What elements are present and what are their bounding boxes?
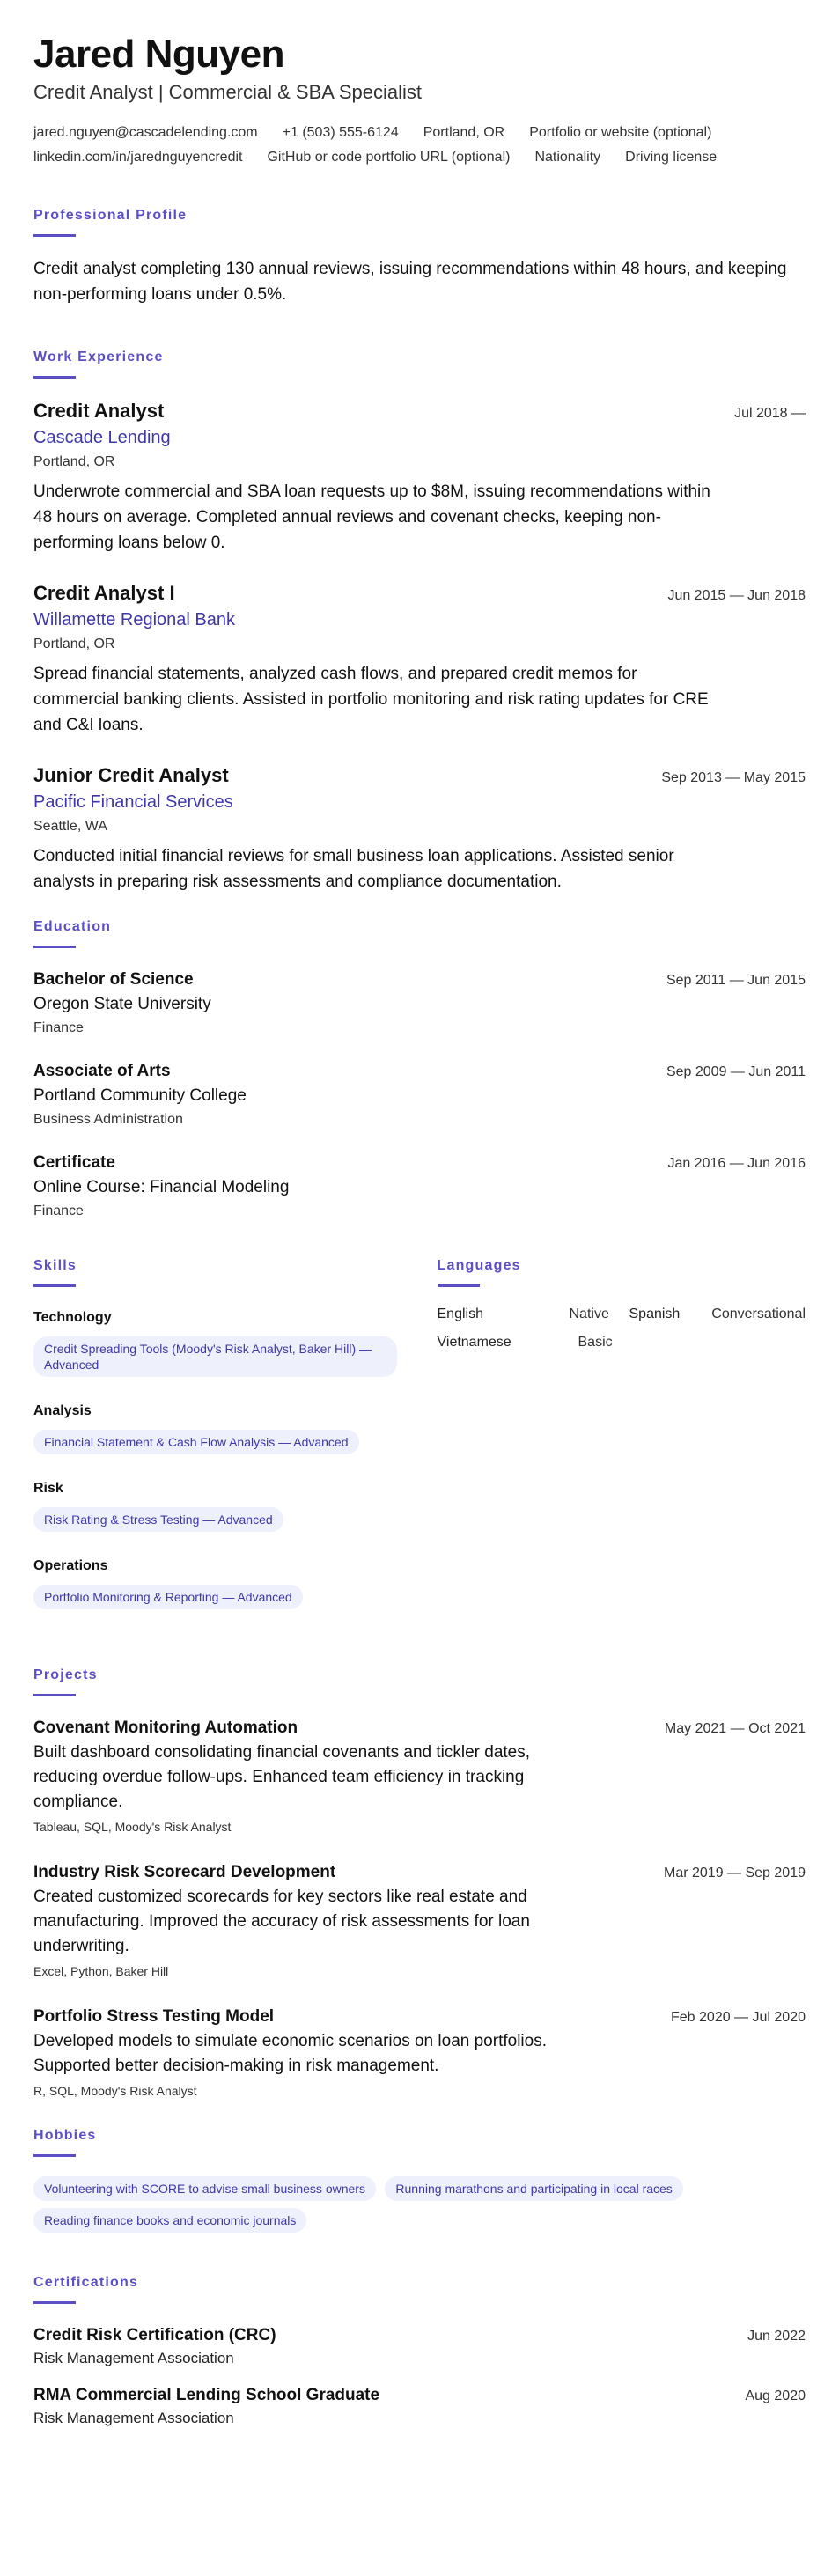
company-name: Willamette Regional Bank (33, 610, 235, 629)
job-description: Underwrote commercial and SBA loan requests up to $8M, issuing recommendations within 48 hours on average. Completed annual reviews and covenant checks, keeping non-performing loans below 0. (33, 482, 710, 552)
projects-section (33, 1667, 806, 2101)
job-dates: Jul 2018 — (734, 406, 806, 421)
candidate-headline: Credit Analyst | Commercial & SBA Specialist (33, 81, 422, 103)
section-title-skills: Skills (33, 1258, 77, 1273)
profile-summary: Credit analyst completing 130 annual reviews, issuing recommendations within 48 hours, and keeping non-performing loans under 0.5%. (33, 260, 787, 304)
section-divider (33, 1284, 76, 1287)
language-name: Spanish (629, 1306, 681, 1321)
field-of-study: Business Administration (33, 1112, 183, 1127)
experience-section (33, 350, 806, 894)
hobby-list (33, 2176, 806, 2240)
contact-portfolio[interactable]: Portfolio or website (optional) (529, 125, 712, 140)
hobby-chip: Reading finance books and economic journals (33, 2208, 306, 2233)
skill-group (33, 1477, 402, 1539)
section-title-projects: Projects (33, 1667, 98, 1682)
field-of-study: Finance (33, 1203, 84, 1218)
degree-name: Certificate (33, 1153, 115, 1172)
degree-name: Bachelor of Science (33, 970, 194, 989)
job-description: Conducted initial financial reviews for small business loan applications. Assisted senior analysts in preparing risk assessments and compliance documentation. (33, 847, 674, 891)
project-dates: Feb 2020 — Jul 2020 (671, 2010, 806, 2025)
certification-entry (33, 2383, 806, 2429)
project-entry (33, 1716, 806, 1837)
skill-chip: Financial Statement & Cash Flow Analysis — Advanced (33, 1430, 359, 1454)
school-name: Online Course: Financial Modeling (33, 1178, 290, 1196)
language-list (438, 1306, 806, 1351)
section-title-profile: Professional Profile (33, 208, 188, 223)
contact-github[interactable]: GitHub or code portfolio URL (optional) (267, 150, 511, 165)
education-entry (33, 1151, 806, 1223)
section-title-education: Education (33, 919, 112, 934)
experience-entry (33, 762, 806, 894)
skill-category: Risk (33, 1481, 63, 1496)
project-tech: Tableau, SQL, Moody's Risk Analyst (33, 1820, 232, 1834)
job-description: Spread financial statements, analyzed cash flows, and prepared credit memos for commercial banking clients. Assisted in portfolio monitoring and risk rating updates for CRE and C&I loans. (33, 665, 709, 734)
section-divider (33, 376, 76, 379)
job-dates: Sep 2013 — May 2015 (661, 770, 806, 785)
contact-phone[interactable]: +1 (503) 555-6124 (282, 125, 399, 140)
skill-category: Analysis (33, 1403, 92, 1418)
education-entry (33, 1059, 806, 1131)
company-name: Pacific Financial Services (33, 792, 233, 812)
hobbies-section (33, 2128, 806, 2240)
project-dates: Mar 2019 — Sep 2019 (664, 1866, 806, 1880)
hobby-chip: Volunteering with SCORE to advise small business owners (33, 2176, 376, 2201)
section-divider (33, 946, 76, 948)
education-entry (33, 968, 806, 1040)
certification-issuer: Risk Management Association (33, 2410, 234, 2426)
education-dates: Sep 2011 — Jun 2015 (666, 973, 806, 988)
language-name: English (437, 1306, 483, 1321)
project-title: Industry Risk Scorecard Development (33, 1863, 336, 1881)
job-location: Portland, OR (33, 454, 115, 469)
education-dates: Sep 2009 — Jun 2011 (666, 1064, 806, 1079)
school-name: Oregon State University (33, 995, 211, 1013)
skill-group (33, 1400, 402, 1461)
experience-entry (33, 580, 806, 738)
job-location: Portland, OR (33, 637, 115, 651)
skill-category: Operations (33, 1558, 108, 1573)
project-dates: May 2021 — Oct 2021 (664, 1721, 806, 1736)
education-section (33, 919, 806, 1223)
resume-header (33, 32, 806, 166)
languages-section (438, 1258, 806, 1632)
section-divider (33, 234, 76, 237)
skills-languages-row (33, 1258, 806, 1632)
degree-name: Associate of Arts (33, 1062, 171, 1080)
contact-linkedin[interactable]: linkedin.com/in/jarednguyencredit (33, 150, 243, 165)
section-divider (33, 2154, 76, 2157)
skills-section (33, 1258, 402, 1632)
section-divider (438, 1284, 480, 1287)
project-description: Created customized scorecards for key sectors like real estate and manufacturing. Improved the accuracy of risk assessments for loan underwriting. (33, 1888, 530, 1955)
language-level: Conversational (711, 1306, 806, 1321)
skill-group (33, 1306, 402, 1384)
project-entry (33, 1860, 806, 1982)
contact-location: Portland, OR (423, 125, 505, 140)
job-title: Credit Analyst (33, 400, 165, 422)
certification-title: RMA Commercial Lending School Graduate (33, 2386, 380, 2404)
company-name: Cascade Lending (33, 428, 171, 447)
language-name: Vietnamese (437, 1335, 511, 1350)
skill-chip: Credit Spreading Tools (Moody's Risk Analyst, Baker Hill) — Advanced (33, 1336, 397, 1377)
project-description: Built dashboard consolidating financial covenants and tickler dates, reducing overdue follow-ups. Enhanced team efficiency in tracking compliance. (33, 1743, 531, 1811)
contact-nationality: Nationality (534, 150, 601, 165)
field-of-study: Finance (33, 1020, 84, 1035)
skill-chip: Risk Rating & Stress Testing — Advanced (33, 1507, 283, 1532)
contact-list (33, 125, 808, 166)
job-dates: Jun 2015 — Jun 2018 (667, 588, 806, 603)
project-tech: R, SQL, Moody's Risk Analyst (33, 2084, 197, 2098)
certification-issuer: Risk Management Association (33, 2350, 234, 2366)
section-title-languages: Languages (437, 1258, 521, 1273)
job-title: Credit Analyst I (33, 582, 175, 604)
job-location: Seattle, WA (33, 819, 107, 834)
certification-entry (33, 2323, 806, 2369)
skill-group (33, 1555, 402, 1616)
profile-section (33, 208, 806, 307)
section-divider (33, 2301, 76, 2304)
section-title-experience: Work Experience (33, 350, 164, 364)
certification-date: Jun 2022 (747, 2329, 806, 2344)
job-title: Junior Credit Analyst (33, 764, 229, 786)
project-tech: Excel, Python, Baker Hill (33, 1964, 169, 1978)
skill-chip: Portfolio Monitoring & Reporting — Advanced (33, 1585, 303, 1609)
section-title-hobbies: Hobbies (33, 2128, 97, 2143)
project-entry (33, 2005, 806, 2101)
hobby-chip: Running marathons and participating in local races (385, 2176, 682, 2201)
skill-category: Technology (33, 1310, 112, 1325)
language-level: Basic (578, 1335, 613, 1350)
certification-date: Aug 2020 (745, 2388, 806, 2403)
certifications-section (33, 2275, 806, 2429)
candidate-name: Jared Nguyen (33, 33, 284, 76)
contact-email[interactable]: jared.nguyen@cascadelending.com (33, 125, 258, 140)
project-title: Portfolio Stress Testing Model (33, 2007, 275, 2026)
language-level: Native (569, 1306, 609, 1321)
education-dates: Jan 2016 — Jun 2016 (667, 1156, 806, 1171)
section-title-certifications: Certifications (33, 2275, 139, 2290)
school-name: Portland Community College (33, 1086, 247, 1105)
experience-entry (33, 398, 806, 556)
project-title: Covenant Monitoring Automation (33, 1719, 298, 1737)
contact-driving-license: Driving license (625, 150, 718, 165)
section-divider (33, 1694, 76, 1696)
certification-title: Credit Risk Certification (CRC) (33, 2326, 276, 2344)
project-description: Developed models to simulate economic scenarios on loan portfolios. Supported better decision-making in risk management. (33, 2032, 547, 2075)
